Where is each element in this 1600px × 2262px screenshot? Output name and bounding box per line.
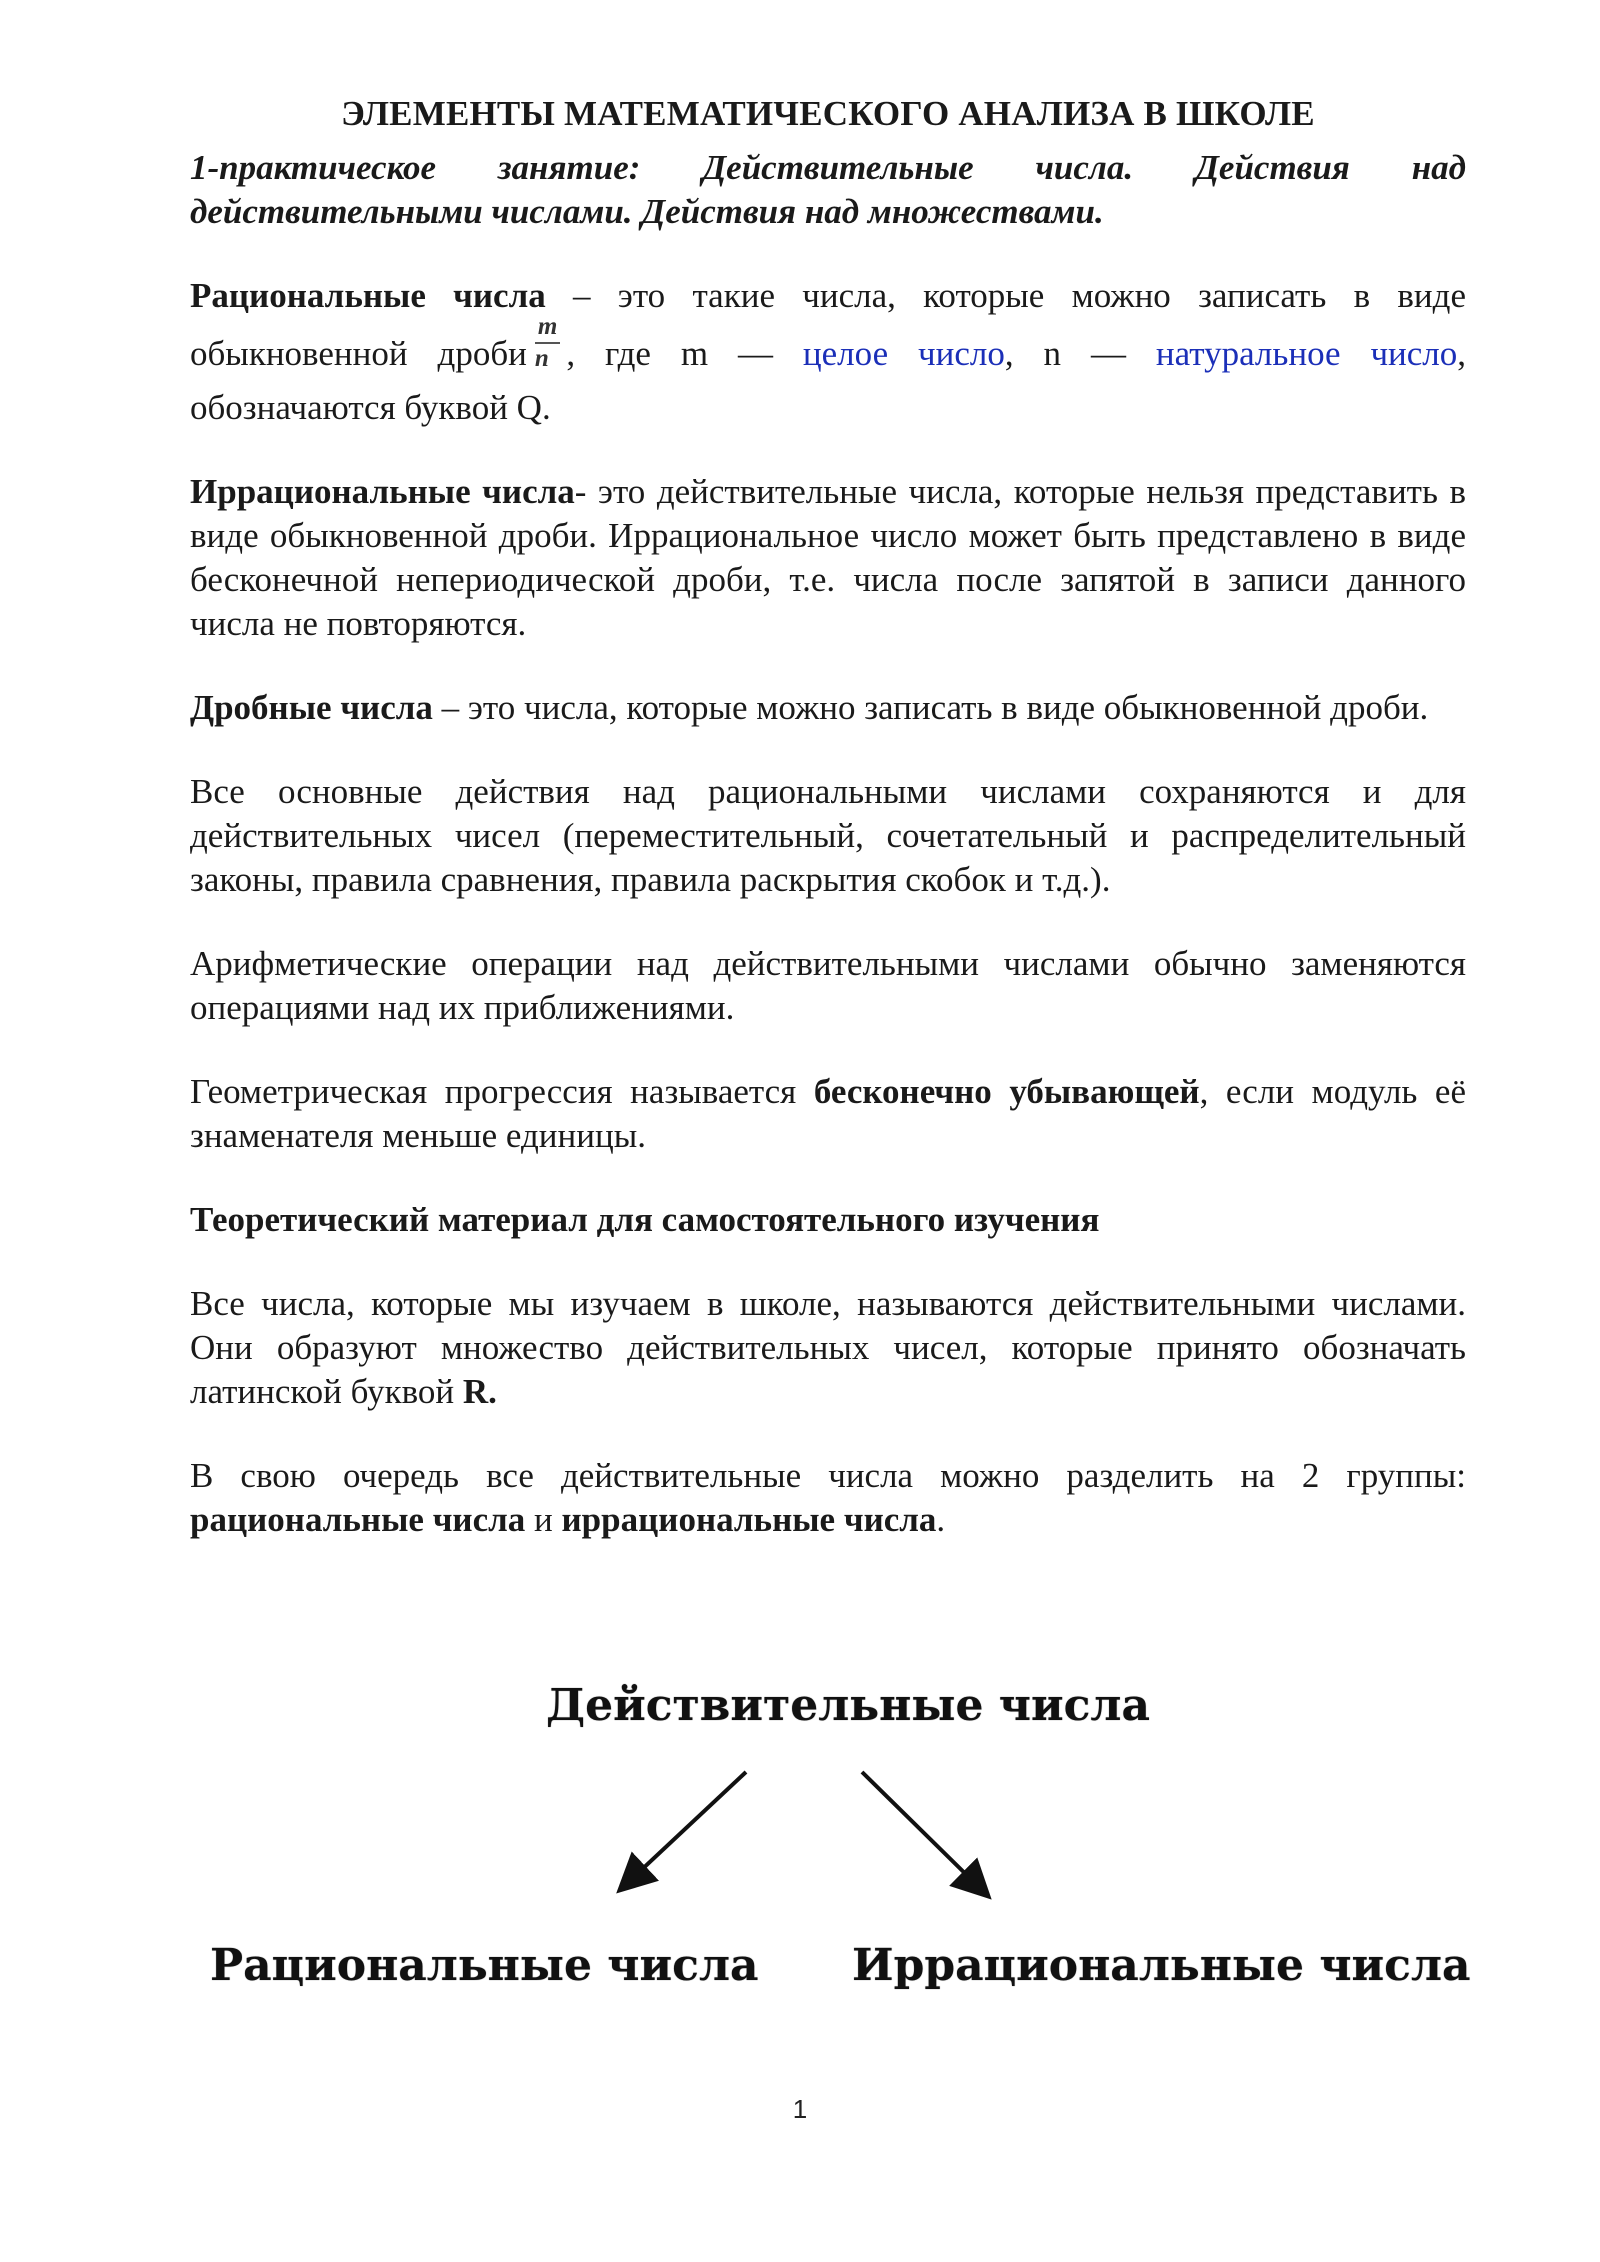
- real-text: Все числа, которые мы изучаем в школе, называются действительными числами. Они образуют множество действительных чисел, которые принято обозначать латинской буквой: [190, 1284, 1466, 1411]
- diagram-real-numbers: Действительные числа: [546, 1680, 1150, 1731]
- diagram-rational-numbers: Рациональные числа: [210, 1940, 759, 1991]
- theory-heading: [190, 1198, 1466, 1242]
- document-content: [190, 92, 1466, 1582]
- diagram-irrational-numbers: Иррациональные числа: [852, 1940, 1471, 1991]
- fractional-term: Дробные числа: [190, 688, 433, 727]
- natural-number-link[interactable]: натуральное число: [1155, 334, 1458, 374]
- irrational-term: Иррациональные числа: [190, 472, 575, 511]
- geometric-text-b: , если модуль её знаменателя меньше единицы.: [190, 1072, 1466, 1155]
- irrational-numbers-definition: [190, 470, 1466, 646]
- geometric-text-a: Геометрическая прогрессия называется: [190, 1072, 814, 1111]
- groups-paragraph: [190, 1454, 1466, 1542]
- fraction-denominator: n: [534, 345, 549, 372]
- arrow-to-irrational: [862, 1772, 986, 1894]
- fractional-def: – это числа, которые можно записать в виде обыкновенной дроби.: [432, 688, 1429, 727]
- geometric-progression-paragraph: [190, 1070, 1466, 1158]
- integer-number-link[interactable]: целое число: [802, 334, 1005, 374]
- approximations-paragraph: Арифметические операции над действительными числами обычно заменяются операциями над их приближениями.: [190, 944, 1466, 1027]
- groups-mid: и: [525, 1500, 562, 1539]
- page-number: 1: [792, 2094, 808, 2124]
- irrational-def: - это действительные числа, которые нельзя представить в виде обыкновенной дроби. Иррациональное число может быть представлено в виде бесконечной непериодической дроби, т.е. числа после запятой в записи данного числа не повторяются.: [190, 472, 1466, 643]
- page-title: ЭЛЕМЕНТЫ МАТЕМАТИЧЕСКОГО АНАЛИЗА В ШКОЛЕ: [341, 94, 1315, 133]
- arrow-to-rational: [622, 1772, 746, 1888]
- groups-irrational: иррациональные числа: [561, 1500, 937, 1539]
- rational-def-2d: , обозначаются буквой Q.: [190, 334, 1467, 427]
- rational-numbers-definition: [190, 274, 1466, 430]
- groups-end: .: [936, 1500, 946, 1539]
- groups-rational: рациональные числа: [190, 1500, 526, 1539]
- fraction-m-over-n: [535, 314, 560, 372]
- rational-def-2a: обыкновенной дроби: [190, 334, 527, 374]
- rational-line-1: [190, 274, 1466, 318]
- groups-text-a: В свою очередь все действительные числа можно разделить на 2 группы:: [190, 1456, 1466, 1495]
- rational-def-2c: , n —: [1004, 334, 1156, 374]
- geometric-bold: бесконечно убывающей: [813, 1072, 1200, 1111]
- real-letter: R.: [462, 1372, 497, 1411]
- rational-term: Рациональные числа: [190, 276, 546, 315]
- fractional-numbers-definition: [190, 686, 1466, 730]
- number-classification-diagram: [0, 1660, 1600, 2040]
- rational-def-2b: , где m —: [566, 334, 803, 374]
- fraction-numerator: m: [535, 314, 560, 344]
- theory-heading-text: Теоретический материал для самостоятельного изучения: [190, 1200, 1100, 1239]
- real-numbers-paragraph: [190, 1282, 1466, 1414]
- lesson-subtitle: 1-практическое занятие: Действительные числа. Действия над действительными числами. Действия над множествами.: [190, 148, 1466, 231]
- rational-def-1: – это такие числа, которые можно записать в виде: [545, 276, 1466, 315]
- operations-paragraph: Все основные действия над рациональными числами сохраняются и для действительных чисел (переместительный, сочетательный и распределительный законы, правила сравнения, правила раскрытия скобок и т.д.).: [190, 772, 1466, 899]
